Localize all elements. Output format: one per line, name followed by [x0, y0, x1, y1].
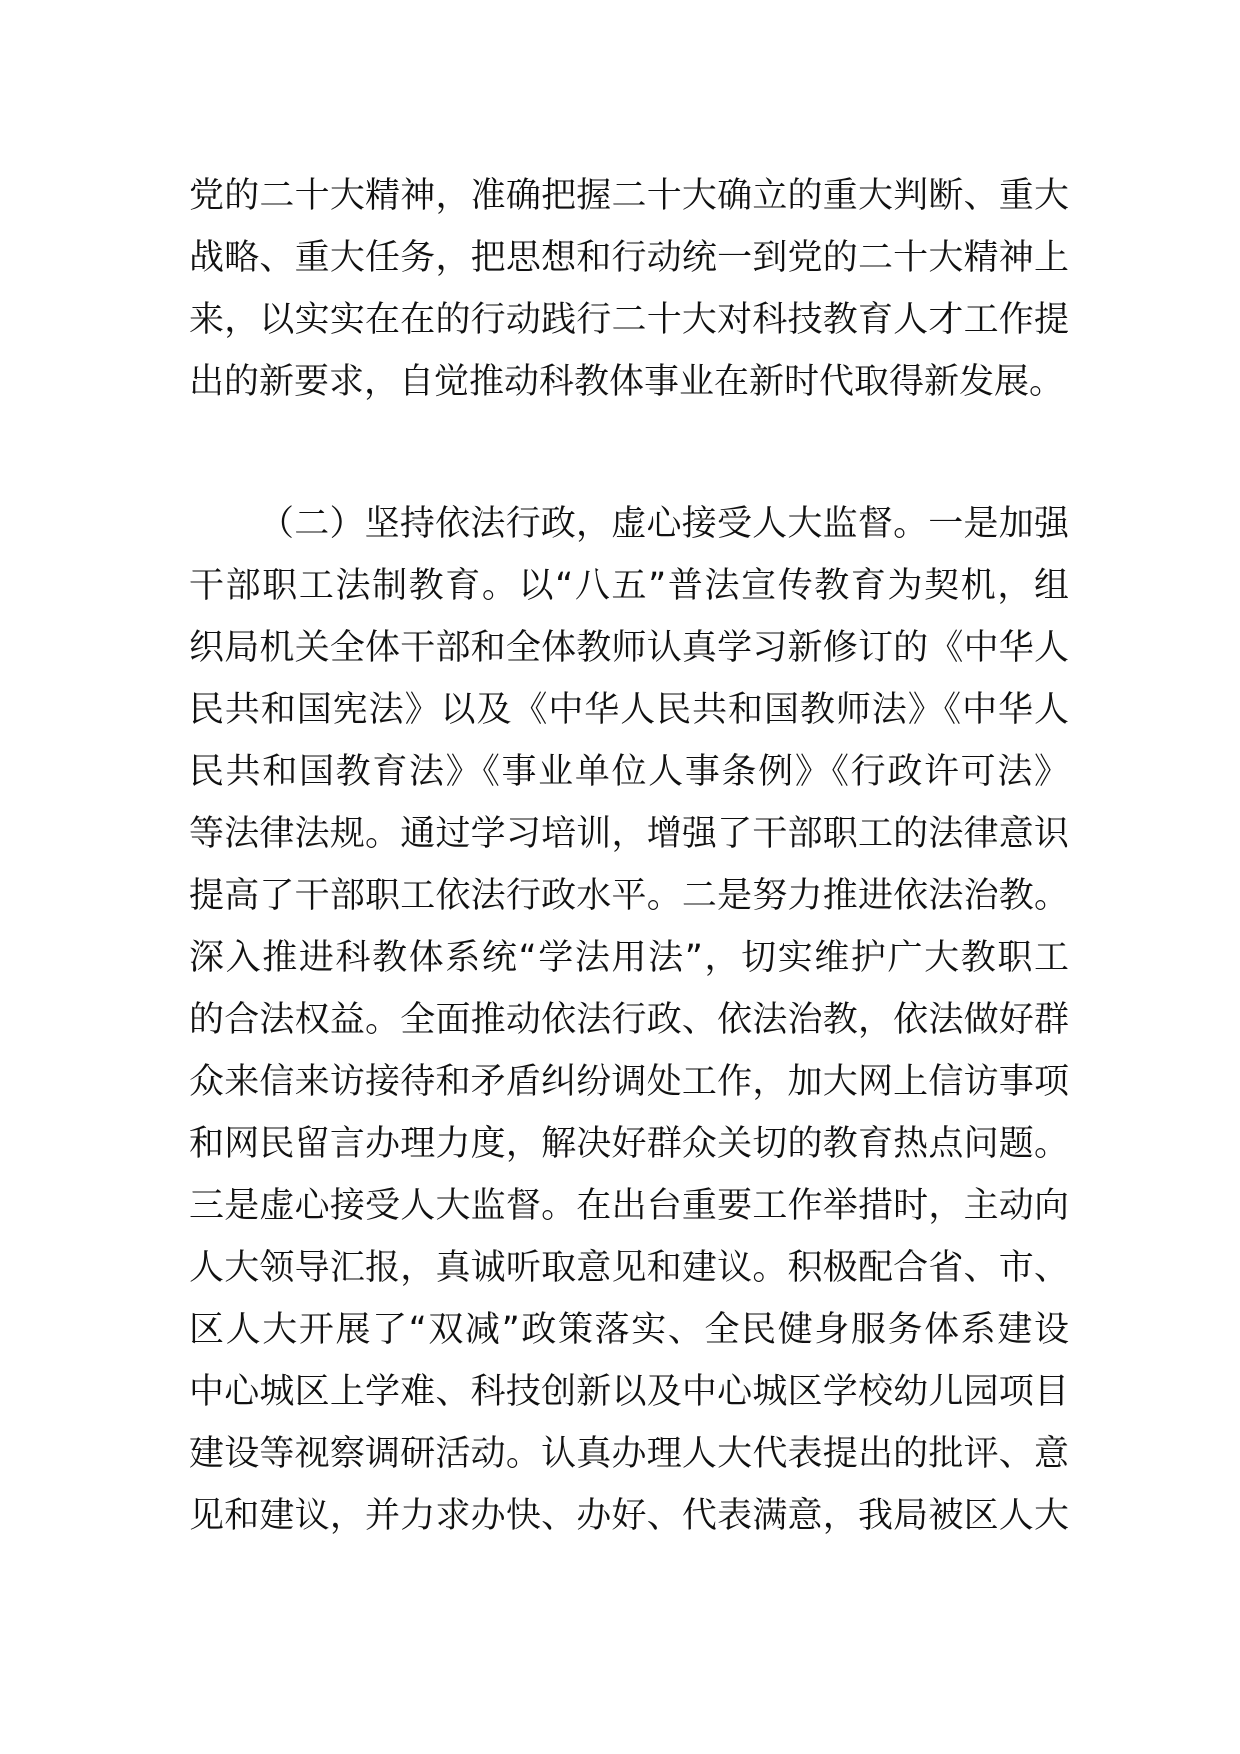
text-line: 中心城区上学难、科技创新以及中心城区学校幼儿园项目 [189, 1372, 1069, 1412]
text-line: 来，以实实在在的行动践行二十大对科技教育人才工作提 [189, 300, 1069, 340]
text-line: 区人大开展了“双减”政策落实、全民健身服务体系建设 [189, 1310, 1069, 1350]
text-line: 民共和国宪法》以及《中华人民共和国教师法》《中华人 [189, 690, 1069, 730]
text-line: 众来信来访接待和矛盾纠纷调处工作，加大网上信访事项 [189, 1062, 1069, 1102]
text-line: 党的二十大精神，准确把握二十大确立的重大判断、重大 [189, 176, 1069, 216]
text-line: 见和建议，并力求办快、办好、代表满意，我局被区人大 [189, 1496, 1069, 1536]
text-line: 人大领导汇报，真诚听取意见和建议。积极配合省、市、 [189, 1248, 1069, 1288]
text-line: 干部职工法制教育。以“八五”普法宣传教育为契机，组 [189, 566, 1069, 606]
text-line: 战略、重大任务，把思想和行动统一到党的二十大精神上 [189, 238, 1069, 278]
text-line: 和网民留言办理力度，解决好群众关切的教育热点问题。 [189, 1124, 1069, 1164]
text-line: 的合法权益。全面推动依法行政、依法治教，依法做好群 [189, 1000, 1069, 1040]
text-line: 深入推进科教体系统“学法用法”，切实维护广大教职工 [189, 938, 1069, 978]
text-line: 出的新要求，自觉推动科教体事业在新时代取得新发展。 [189, 362, 1065, 402]
text-line: 提高了干部职工依法行政水平。二是努力推进依法治教。 [189, 876, 1069, 916]
text-line: （二）坚持依法行政，虚心接受人大监督。一是加强 [259, 504, 1069, 544]
text-line: 民共和国教育法》《事业单位人事条例》《行政许可法》 [189, 752, 1069, 792]
text-line: 等法律法规。通过学习培训，增强了干部职工的法律意识 [189, 814, 1069, 854]
text-line: 三是虚心接受人大监督。在出台重要工作举措时，主动向 [189, 1186, 1069, 1226]
text-line: 建设等视察调研活动。认真办理人大代表提出的批评、意 [189, 1434, 1069, 1474]
text-line: 织局机关全体干部和全体教师认真学习新修订的《中华人 [189, 628, 1069, 668]
